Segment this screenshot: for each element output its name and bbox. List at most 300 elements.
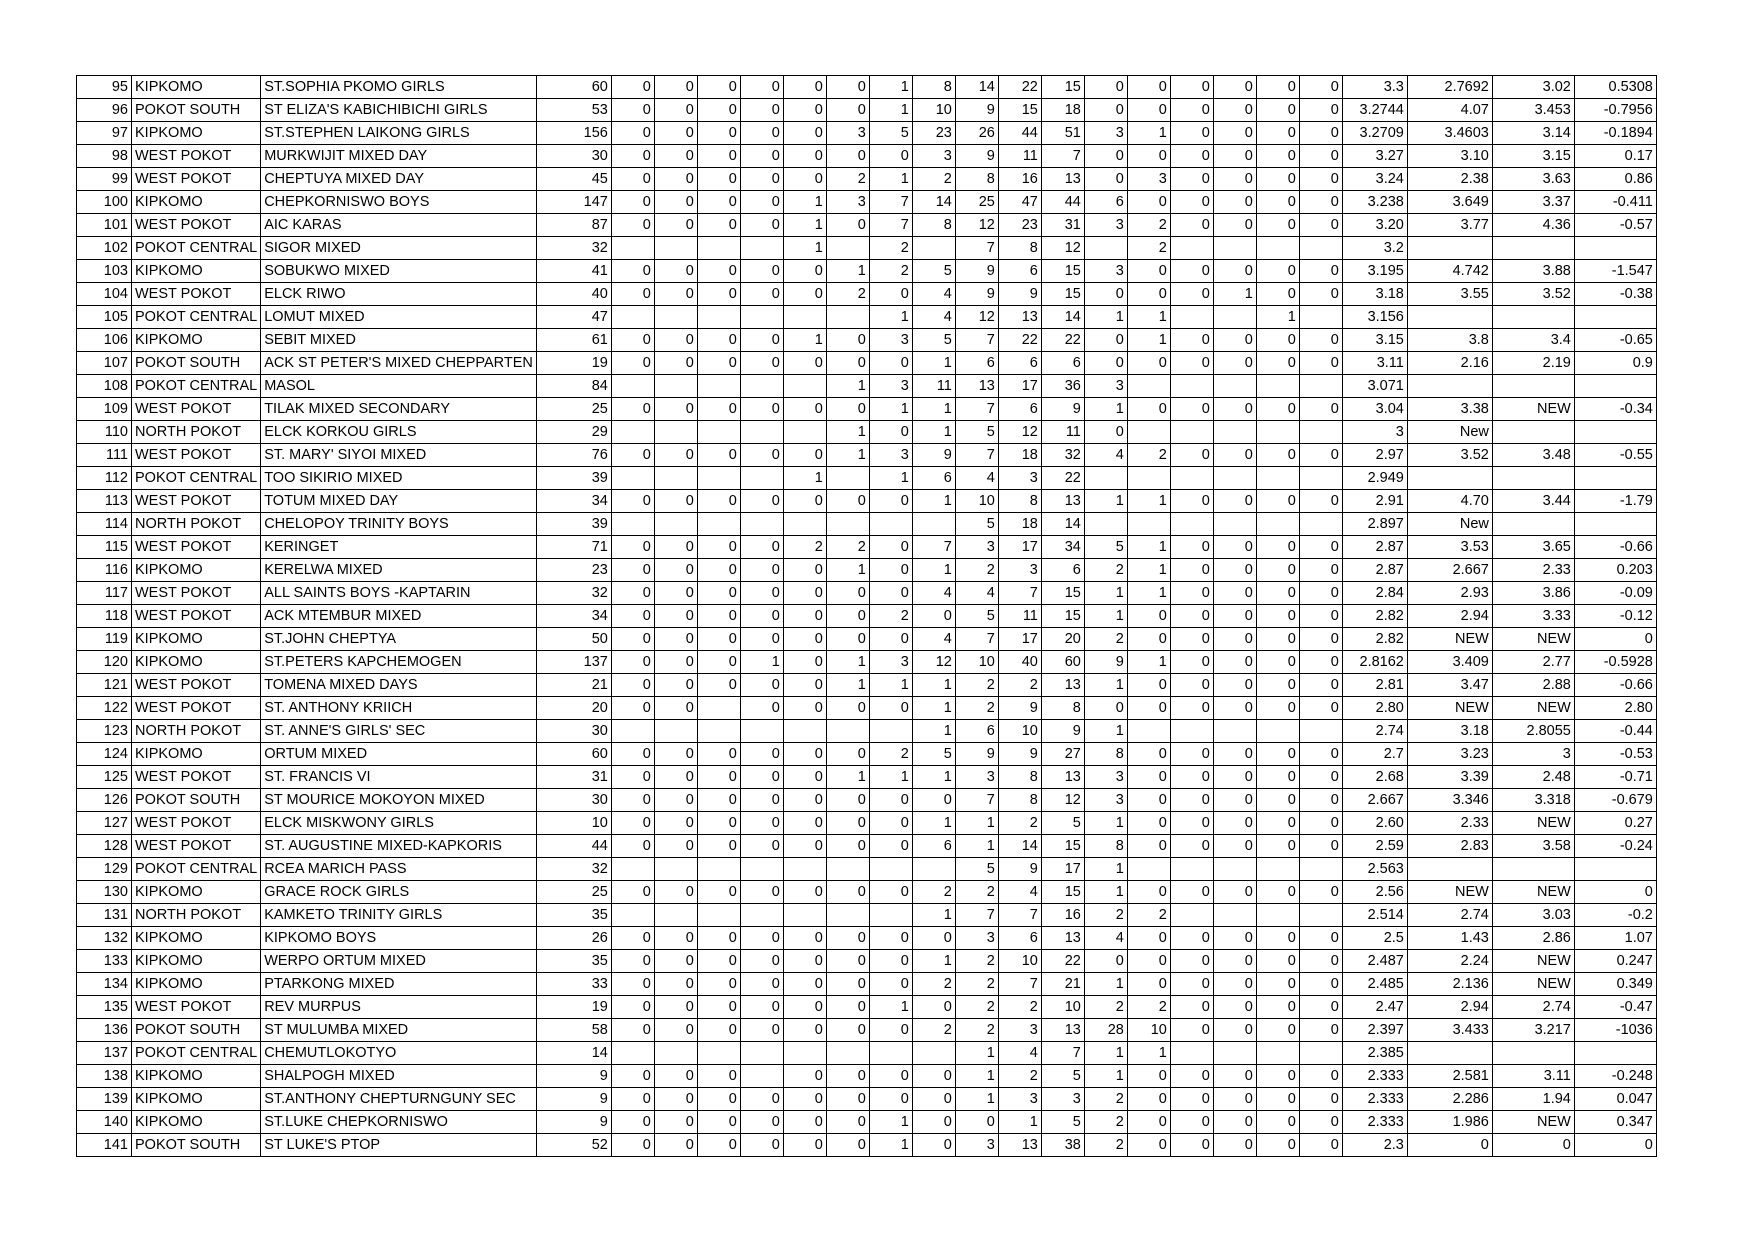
cell-c-minus xyxy=(912,513,955,536)
cell-d-minus: 21 xyxy=(1041,973,1084,996)
cell-zone: KIPKOMO xyxy=(132,1111,261,1134)
cell-b: 0 xyxy=(740,260,783,283)
cell-rank: 97 xyxy=(77,122,132,145)
cell-school: GRACE ROCK GIRLS xyxy=(261,881,537,904)
cell-entry: 30 xyxy=(536,145,611,168)
cell-mean: 2.333 xyxy=(1342,1065,1407,1088)
cell-x: 0 xyxy=(1127,881,1170,904)
cell-c-plus: 0 xyxy=(826,76,869,99)
cell-x: 0 xyxy=(1127,789,1170,812)
table-row xyxy=(77,559,1657,582)
cell-c-plus: 1 xyxy=(826,651,869,674)
cell-mean: 3.20 xyxy=(1342,214,1407,237)
cell-zone: POKOT SOUTH xyxy=(132,352,261,375)
cell-zone: WEST POKOT xyxy=(132,444,261,467)
cell-e: 1 xyxy=(1084,490,1127,513)
cell-d: 2 xyxy=(998,1065,1041,1088)
cell-entry: 61 xyxy=(536,329,611,352)
cell-u: 0 xyxy=(1256,996,1299,1019)
cell-entry: 50 xyxy=(536,628,611,651)
cell-b: 0 xyxy=(740,996,783,1019)
cell-y: 0 xyxy=(1170,812,1213,835)
cell-entry: 9 xyxy=(536,1088,611,1111)
cell-u xyxy=(1256,513,1299,536)
cell-d-minus: 22 xyxy=(1041,329,1084,352)
cell-u: 0 xyxy=(1256,1111,1299,1134)
cell-school: ST. ANNE'S GIRLS' SEC xyxy=(261,720,537,743)
cell-x: 1 xyxy=(1127,559,1170,582)
cell-c-minus xyxy=(912,858,955,881)
cell-b: 0 xyxy=(740,122,783,145)
cell-p: 0 xyxy=(1299,398,1342,421)
cell-p: 0 xyxy=(1299,996,1342,1019)
table-row xyxy=(77,651,1657,674)
cell-school: ST ELIZA'S KABICHIBICHI GIRLS xyxy=(261,99,537,122)
cell-w: 0 xyxy=(1213,1019,1256,1042)
cell-school: LOMUT MIXED xyxy=(261,306,537,329)
cell-a-minus: 0 xyxy=(654,214,697,237)
cell-b-plus: 0 xyxy=(697,950,740,973)
cell-w xyxy=(1213,237,1256,260)
cell-e: 1 xyxy=(1084,1065,1127,1088)
cell-entry: 44 xyxy=(536,835,611,858)
cell-entry: 84 xyxy=(536,375,611,398)
cell-u xyxy=(1256,467,1299,490)
cell-b-plus: 0 xyxy=(697,1111,740,1134)
cell-rank: 99 xyxy=(77,168,132,191)
cell-c-minus: 1 xyxy=(912,559,955,582)
cell-school: ST MULUMBA MIXED xyxy=(261,1019,537,1042)
cell-mean: 2.80 xyxy=(1342,697,1407,720)
cell-c: 2 xyxy=(869,605,912,628)
cell-c-minus: 0 xyxy=(912,1111,955,1134)
cell-mean-prev-1: New xyxy=(1407,513,1492,536)
cell-p: 0 xyxy=(1299,605,1342,628)
cell-d: 22 xyxy=(998,329,1041,352)
table-row xyxy=(77,375,1657,398)
cell-p: 0 xyxy=(1299,881,1342,904)
cell-x: 0 xyxy=(1127,927,1170,950)
cell-deviation: 0.5308 xyxy=(1574,76,1656,99)
cell-u: 0 xyxy=(1256,628,1299,651)
cell-mean-prev-2: 3.33 xyxy=(1492,605,1574,628)
cell-b: 0 xyxy=(740,490,783,513)
table-row xyxy=(77,950,1657,973)
cell-b-minus: 0 xyxy=(783,881,826,904)
cell-d-minus: 5 xyxy=(1041,1065,1084,1088)
cell-y: 0 xyxy=(1170,145,1213,168)
cell-e: 0 xyxy=(1084,76,1127,99)
cell-b: 0 xyxy=(740,214,783,237)
cell-c-minus: 0 xyxy=(912,1065,955,1088)
cell-zone: POKOT SOUTH xyxy=(132,1019,261,1042)
cell-u: 0 xyxy=(1256,743,1299,766)
cell-x: 0 xyxy=(1127,1065,1170,1088)
cell-c-minus: 1 xyxy=(912,720,955,743)
cell-u xyxy=(1256,237,1299,260)
cell-a-minus xyxy=(654,858,697,881)
cell-c-minus: 5 xyxy=(912,260,955,283)
cell-a: 0 xyxy=(611,352,654,375)
cell-mean-prev-2: 2.48 xyxy=(1492,766,1574,789)
cell-b: 0 xyxy=(740,697,783,720)
cell-c: 1 xyxy=(869,99,912,122)
cell-c-plus xyxy=(826,306,869,329)
cell-p: 0 xyxy=(1299,628,1342,651)
cell-school: TOO SIKIRIO MIXED xyxy=(261,467,537,490)
cell-d-plus: 7 xyxy=(955,904,998,927)
cell-c: 1 xyxy=(869,674,912,697)
cell-d-plus: 9 xyxy=(955,283,998,306)
cell-a-minus: 0 xyxy=(654,927,697,950)
cell-c: 1 xyxy=(869,168,912,191)
cell-deviation: -1.547 xyxy=(1574,260,1656,283)
cell-school: KAMKETO TRINITY GIRLS xyxy=(261,904,537,927)
cell-c-minus: 8 xyxy=(912,214,955,237)
cell-mean-prev-1 xyxy=(1407,858,1492,881)
cell-d-minus: 11 xyxy=(1041,421,1084,444)
cell-c: 0 xyxy=(869,1065,912,1088)
cell-deviation: -0.12 xyxy=(1574,605,1656,628)
cell-u: 0 xyxy=(1256,1134,1299,1157)
cell-mean: 2.563 xyxy=(1342,858,1407,881)
cell-d: 8 xyxy=(998,766,1041,789)
cell-b-minus: 0 xyxy=(783,927,826,950)
cell-school: ST. FRANCIS VI xyxy=(261,766,537,789)
cell-d-plus: 7 xyxy=(955,237,998,260)
cell-b-minus: 1 xyxy=(783,329,826,352)
cell-y: 0 xyxy=(1170,122,1213,145)
cell-zone: NORTH POKOT xyxy=(132,421,261,444)
cell-mean-prev-2: 1.94 xyxy=(1492,1088,1574,1111)
cell-d-minus: 15 xyxy=(1041,283,1084,306)
cell-y xyxy=(1170,467,1213,490)
cell-u: 0 xyxy=(1256,651,1299,674)
cell-d-plus: 9 xyxy=(955,145,998,168)
cell-b-minus: 0 xyxy=(783,76,826,99)
table-row xyxy=(77,76,1657,99)
cell-e: 0 xyxy=(1084,168,1127,191)
cell-school: ST.JOHN CHEPTYA xyxy=(261,628,537,651)
cell-a-minus: 0 xyxy=(654,628,697,651)
cell-mean-prev-1: 3.39 xyxy=(1407,766,1492,789)
cell-y: 0 xyxy=(1170,76,1213,99)
cell-deviation: -1.79 xyxy=(1574,490,1656,513)
cell-mean: 2.47 xyxy=(1342,996,1407,1019)
cell-mean: 2.60 xyxy=(1342,812,1407,835)
cell-b: 0 xyxy=(740,789,783,812)
cell-rank: 135 xyxy=(77,996,132,1019)
cell-y: 0 xyxy=(1170,1088,1213,1111)
cell-u: 0 xyxy=(1256,444,1299,467)
cell-c-plus: 2 xyxy=(826,283,869,306)
cell-d-minus: 15 xyxy=(1041,582,1084,605)
cell-p xyxy=(1299,467,1342,490)
cell-x xyxy=(1127,467,1170,490)
cell-d: 10 xyxy=(998,950,1041,973)
cell-a-minus: 0 xyxy=(654,743,697,766)
cell-p: 0 xyxy=(1299,766,1342,789)
cell-rank: 118 xyxy=(77,605,132,628)
cell-mean-prev-2: 2.33 xyxy=(1492,559,1574,582)
cell-w: 0 xyxy=(1213,605,1256,628)
cell-a-minus: 0 xyxy=(654,1134,697,1157)
cell-rank: 138 xyxy=(77,1065,132,1088)
cell-p: 0 xyxy=(1299,789,1342,812)
cell-b-minus: 0 xyxy=(783,490,826,513)
cell-d: 4 xyxy=(998,1042,1041,1065)
cell-mean-prev-1: 0 xyxy=(1407,1134,1492,1157)
cell-e: 3 xyxy=(1084,375,1127,398)
cell-a-minus: 0 xyxy=(654,605,697,628)
cell-zone: KIPKOMO xyxy=(132,950,261,973)
cell-rank: 105 xyxy=(77,306,132,329)
cell-y: 0 xyxy=(1170,628,1213,651)
cell-zone: KIPKOMO xyxy=(132,260,261,283)
cell-d-plus: 5 xyxy=(955,513,998,536)
cell-d-plus: 2 xyxy=(955,674,998,697)
cell-mean: 2.333 xyxy=(1342,1088,1407,1111)
cell-x: 2 xyxy=(1127,904,1170,927)
cell-mean-prev-2: 2.8055 xyxy=(1492,720,1574,743)
cell-deviation: -0.5928 xyxy=(1574,651,1656,674)
cell-e: 2 xyxy=(1084,1134,1127,1157)
cell-mean: 3.3 xyxy=(1342,76,1407,99)
cell-d: 2 xyxy=(998,812,1041,835)
cell-c-minus: 1 xyxy=(912,398,955,421)
cell-b-minus: 1 xyxy=(783,467,826,490)
cell-zone: POKOT CENTRAL xyxy=(132,1042,261,1065)
cell-b-plus: 0 xyxy=(697,260,740,283)
cell-deviation xyxy=(1574,306,1656,329)
table-row xyxy=(77,536,1657,559)
cell-c xyxy=(869,513,912,536)
cell-p: 0 xyxy=(1299,559,1342,582)
cell-school: ELCK RIWO xyxy=(261,283,537,306)
cell-d: 2 xyxy=(998,996,1041,1019)
cell-deviation: 0.349 xyxy=(1574,973,1656,996)
cell-b: 1 xyxy=(740,651,783,674)
cell-mean-prev-1: 4.70 xyxy=(1407,490,1492,513)
cell-c: 0 xyxy=(869,559,912,582)
cell-p xyxy=(1299,1042,1342,1065)
cell-c-plus xyxy=(826,858,869,881)
cell-e: 28 xyxy=(1084,1019,1127,1042)
cell-x: 0 xyxy=(1127,674,1170,697)
cell-b: 0 xyxy=(740,1088,783,1111)
cell-zone: WEST POKOT xyxy=(132,697,261,720)
cell-d-minus: 22 xyxy=(1041,467,1084,490)
cell-mean-prev-1: New xyxy=(1407,421,1492,444)
cell-entry: 32 xyxy=(536,858,611,881)
cell-c: 3 xyxy=(869,651,912,674)
cell-d-plus: 9 xyxy=(955,260,998,283)
cell-d-minus: 15 xyxy=(1041,605,1084,628)
cell-deviation: 0 xyxy=(1574,1134,1656,1157)
cell-b-plus: 0 xyxy=(697,1065,740,1088)
cell-b: 0 xyxy=(740,1019,783,1042)
cell-zone: WEST POKOT xyxy=(132,996,261,1019)
cell-y: 0 xyxy=(1170,352,1213,375)
cell-zone: KIPKOMO xyxy=(132,1088,261,1111)
cell-school: SOBUKWO MIXED xyxy=(261,260,537,283)
cell-y: 0 xyxy=(1170,559,1213,582)
cell-b: 0 xyxy=(740,283,783,306)
cell-b-minus xyxy=(783,513,826,536)
cell-c-minus: 0 xyxy=(912,996,955,1019)
cell-d-minus: 15 xyxy=(1041,76,1084,99)
cell-u: 0 xyxy=(1256,973,1299,996)
cell-a: 0 xyxy=(611,191,654,214)
cell-c: 0 xyxy=(869,1088,912,1111)
cell-b-minus xyxy=(783,904,826,927)
cell-b-minus: 0 xyxy=(783,605,826,628)
cell-w: 0 xyxy=(1213,214,1256,237)
cell-d: 11 xyxy=(998,605,1041,628)
cell-u: 0 xyxy=(1256,697,1299,720)
cell-d-minus: 34 xyxy=(1041,536,1084,559)
cell-mean-prev-2: NEW xyxy=(1492,697,1574,720)
cell-w xyxy=(1213,858,1256,881)
cell-b: 0 xyxy=(740,191,783,214)
cell-b-plus xyxy=(697,513,740,536)
cell-u: 0 xyxy=(1256,122,1299,145)
cell-c: 0 xyxy=(869,536,912,559)
cell-mean-prev-2: NEW xyxy=(1492,1111,1574,1134)
cell-a-minus: 0 xyxy=(654,398,697,421)
cell-b-minus: 0 xyxy=(783,766,826,789)
cell-mean-prev-2: NEW xyxy=(1492,398,1574,421)
cell-entry: 76 xyxy=(536,444,611,467)
cell-d-minus: 15 xyxy=(1041,881,1084,904)
cell-rank: 117 xyxy=(77,582,132,605)
cell-mean-prev-1: 3.23 xyxy=(1407,743,1492,766)
cell-c: 1 xyxy=(869,76,912,99)
cell-d-plus: 14 xyxy=(955,76,998,99)
cell-rank: 98 xyxy=(77,145,132,168)
cell-d-plus: 2 xyxy=(955,996,998,1019)
cell-c: 0 xyxy=(869,835,912,858)
table-row xyxy=(77,168,1657,191)
cell-rank: 112 xyxy=(77,467,132,490)
cell-b-minus: 0 xyxy=(783,398,826,421)
cell-deviation: 0 xyxy=(1574,881,1656,904)
cell-zone: WEST POKOT xyxy=(132,283,261,306)
cell-c: 0 xyxy=(869,283,912,306)
cell-c-plus: 0 xyxy=(826,628,869,651)
cell-e: 2 xyxy=(1084,996,1127,1019)
cell-y xyxy=(1170,375,1213,398)
cell-p: 0 xyxy=(1299,973,1342,996)
cell-d-minus: 13 xyxy=(1041,927,1084,950)
cell-b-plus xyxy=(697,306,740,329)
cell-deviation: -1036 xyxy=(1574,1019,1656,1042)
cell-x: 1 xyxy=(1127,329,1170,352)
cell-mean-prev-2: 3.318 xyxy=(1492,789,1574,812)
cell-deviation: -0.71 xyxy=(1574,766,1656,789)
cell-x: 2 xyxy=(1127,444,1170,467)
cell-entry: 23 xyxy=(536,559,611,582)
cell-d-minus: 31 xyxy=(1041,214,1084,237)
cell-w: 0 xyxy=(1213,743,1256,766)
cell-a: 0 xyxy=(611,582,654,605)
cell-u: 0 xyxy=(1256,168,1299,191)
cell-mean-prev-2: NEW xyxy=(1492,973,1574,996)
cell-u xyxy=(1256,421,1299,444)
cell-b: 0 xyxy=(740,398,783,421)
cell-c-plus: 0 xyxy=(826,697,869,720)
cell-entry: 32 xyxy=(536,582,611,605)
cell-b-minus: 0 xyxy=(783,283,826,306)
cell-d-minus: 15 xyxy=(1041,835,1084,858)
cell-d-plus: 2 xyxy=(955,697,998,720)
cell-d-plus: 5 xyxy=(955,421,998,444)
cell-mean: 2.3 xyxy=(1342,1134,1407,1157)
cell-entry: 20 xyxy=(536,697,611,720)
cell-b-minus: 1 xyxy=(783,214,826,237)
cell-b-plus: 0 xyxy=(697,352,740,375)
cell-mean-prev-2: 2.77 xyxy=(1492,651,1574,674)
cell-mean: 3.24 xyxy=(1342,168,1407,191)
cell-b-plus xyxy=(697,697,740,720)
cell-rank: 101 xyxy=(77,214,132,237)
cell-c-minus: 9 xyxy=(912,444,955,467)
cell-b-minus: 0 xyxy=(783,812,826,835)
table-row xyxy=(77,1088,1657,1111)
cell-x: 0 xyxy=(1127,1088,1170,1111)
cell-p: 0 xyxy=(1299,122,1342,145)
cell-mean: 3.195 xyxy=(1342,260,1407,283)
cell-y: 0 xyxy=(1170,950,1213,973)
cell-b: 0 xyxy=(740,950,783,973)
cell-rank: 127 xyxy=(77,812,132,835)
cell-d: 9 xyxy=(998,283,1041,306)
cell-mean-prev-1 xyxy=(1407,467,1492,490)
cell-mean-prev-1: 2.38 xyxy=(1407,168,1492,191)
cell-y: 0 xyxy=(1170,674,1213,697)
cell-deviation xyxy=(1574,513,1656,536)
cell-mean-prev-1: 4.742 xyxy=(1407,260,1492,283)
table-row xyxy=(77,674,1657,697)
cell-e: 1 xyxy=(1084,306,1127,329)
cell-u: 0 xyxy=(1256,76,1299,99)
cell-rank: 95 xyxy=(77,76,132,99)
cell-d: 17 xyxy=(998,628,1041,651)
cell-e: 0 xyxy=(1084,329,1127,352)
cell-entry: 147 xyxy=(536,191,611,214)
cell-c-minus: 5 xyxy=(912,743,955,766)
cell-d: 13 xyxy=(998,306,1041,329)
cell-school: CHEPTUYA MIXED DAY xyxy=(261,168,537,191)
cell-d: 9 xyxy=(998,697,1041,720)
cell-a: 0 xyxy=(611,789,654,812)
cell-d: 3 xyxy=(998,1019,1041,1042)
cell-b-minus xyxy=(783,421,826,444)
cell-school: ST. AUGUSTINE MIXED-KAPKORIS xyxy=(261,835,537,858)
cell-school: ORTUM MIXED xyxy=(261,743,537,766)
cell-c-plus: 0 xyxy=(826,1111,869,1134)
cell-d-plus: 0 xyxy=(955,1111,998,1134)
cell-zone: POKOT SOUTH xyxy=(132,1134,261,1157)
cell-d-minus: 22 xyxy=(1041,950,1084,973)
cell-a-minus: 0 xyxy=(654,352,697,375)
cell-mean-prev-2 xyxy=(1492,237,1574,260)
table-row xyxy=(77,1134,1657,1157)
cell-c: 0 xyxy=(869,1019,912,1042)
cell-x: 0 xyxy=(1127,628,1170,651)
cell-c-minus: 2 xyxy=(912,168,955,191)
cell-c-plus: 0 xyxy=(826,973,869,996)
